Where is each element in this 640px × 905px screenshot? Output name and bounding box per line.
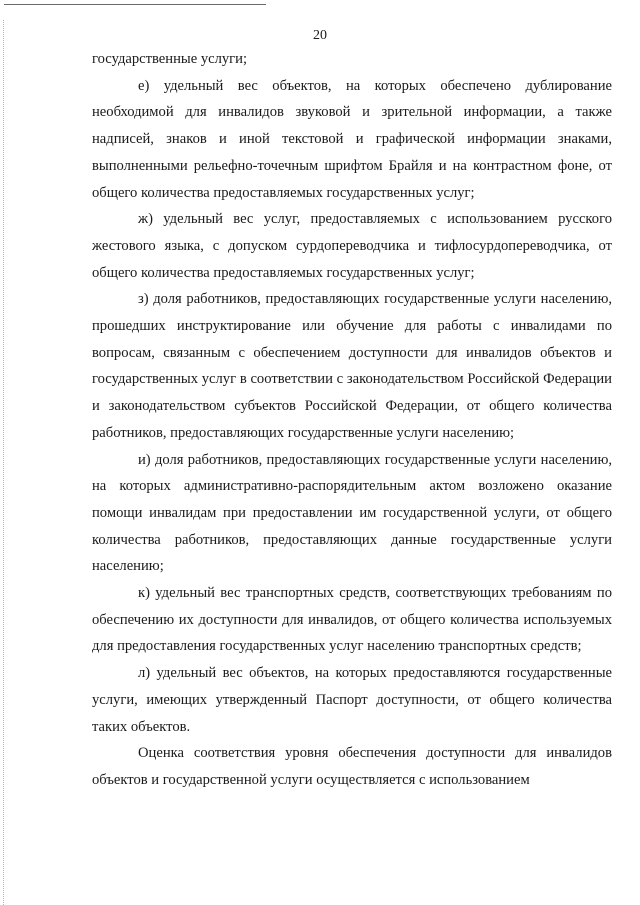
page-number: 20	[313, 28, 327, 43]
paragraph-item-k: к) удельный вес транспортных средств, соответствующих требованиям по обеспечению их доступности для инвалидов, от общего количества используемых для предоставления государственных услуг населению транспортных средств;	[92, 585, 612, 655]
paragraph-item-zh: ж) удельный вес услуг, предоставляемых с использованием русского жестового языка, с допуском сурдопереводчика и тифлосурдопереводчика, от общего количества предоставляемых государственных услуг;	[92, 211, 612, 281]
document-body	[92, 46, 612, 794]
paragraph-assessment: Оценка соответствия уровня обеспечения доступности для инвалидов объектов и государственной услуги осуществляется с использованием	[92, 745, 612, 788]
scan-edge	[3, 20, 4, 905]
paragraph-item-z: з) доля работников, предоставляющих государственные услуги населению, прошедших инструктирование или обучение для работы с инвалидами по вопросам, связанным с обеспечением доступности для инвалидов объектов и государственных услуг в соответствии с законодательством Российской Федерации и законодательством субъектов Российской Федерации, от общего количества работников, предоставляющих государственные услуги населению;	[92, 291, 612, 441]
paragraph-item-l: л) удельный вес объектов, на которых предоставляются государственные услуги, имеющих утвержденный Паспорт доступности, от общего количества таких объектов.	[92, 665, 612, 735]
paragraph-item-i: и) доля работников, предоставляющих государственные услуги населению, на которых административно-распорядительным актом возложено оказание помощи инвалидам при предоставлении им государственной услуги, от общего количества работников, предоставляющих данные государственные услуги населению;	[92, 451, 612, 575]
paragraph-continuation: государственные услуги;	[92, 51, 248, 67]
paragraph-item-e: е) удельный вес объектов, на которых обеспечено дублирование необходимой для инвалидов звуковой и зрительной информации, а также надписей, знаков и иной текстовой и графической информации знаками, выполненными рельефно-точечным шрифтом Брайля и на контрастном фоне, от общего количества предоставляемых государственных услуг;	[92, 77, 612, 201]
header-rule	[4, 4, 266, 5]
